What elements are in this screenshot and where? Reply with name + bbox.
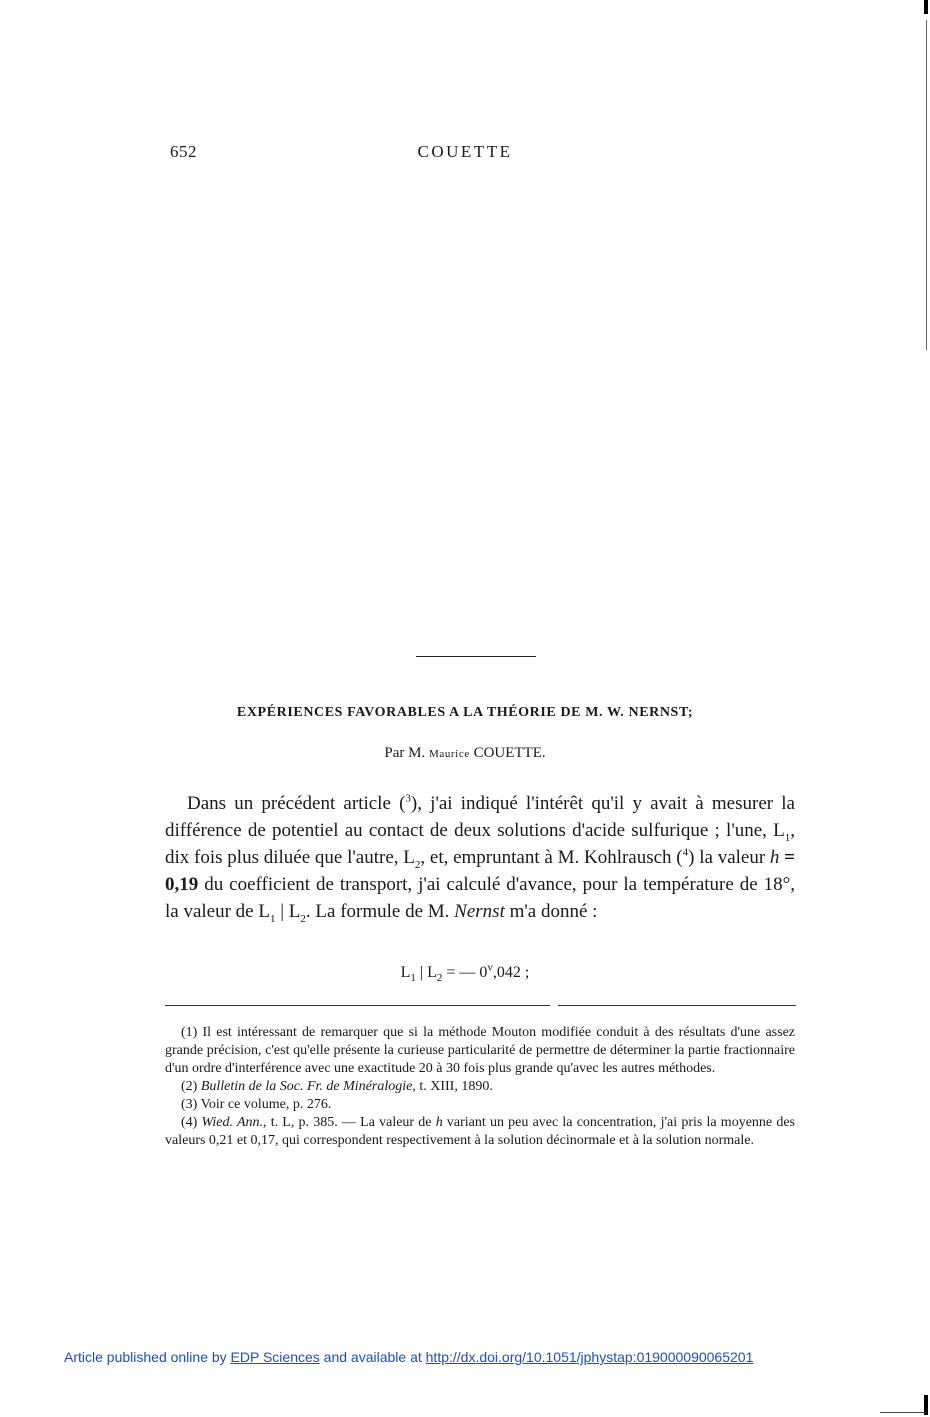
footnote-4 (165, 1114, 795, 1150)
publication-middle: and available at (319, 1349, 426, 1365)
footnote-3 (165, 1096, 795, 1114)
equation (0, 961, 930, 985)
footnote-mark: (2) (181, 1079, 198, 1094)
body-span: , dix fois plus diluée que l'autre, L (165, 820, 795, 868)
body-span: | L (275, 901, 301, 922)
footnote-citation: Wied. Ann. (197, 1115, 264, 1130)
equation-part: | L (415, 964, 437, 981)
subscript: 1 (269, 912, 276, 925)
scan-edge-mark (924, 0, 928, 14)
footnote-rule (558, 1005, 796, 1006)
byline-prefix: Par M. (384, 745, 429, 761)
footnote-text: Voir ce volume, p. 276. (197, 1097, 332, 1112)
byline (0, 745, 930, 762)
byline-firstname: Maurice (428, 748, 470, 760)
footnote-ref-4[interactable]: 4 (682, 846, 689, 859)
math-variable-h: h (435, 1115, 443, 1130)
footnote-text: , t. L, p. 385. — La valeur de (263, 1115, 436, 1130)
body-text (165, 790, 795, 925)
body-paragraph (165, 790, 795, 925)
publication-notice (64, 1349, 753, 1365)
publication-prefix: Article published online by (64, 1349, 231, 1365)
scan-edge-mark (926, 20, 927, 350)
page-number: 652 (170, 142, 197, 161)
doi-link[interactable]: http://dx.doi.org/10.1051/jphystap:019000090065201 (425, 1349, 754, 1365)
equation-part: ,042 ; (492, 964, 530, 981)
math-value: = 0,19 (165, 847, 796, 895)
footnote-text: variant un peu avec la concentration, j'ai pris la moyenne des valeurs 0,21 et 0,17, qui correspondent respectivement à la solution décinormale et à la solution normale. (165, 1115, 795, 1148)
scan-edge-mark (880, 1412, 926, 1413)
body-span: ) la valeur (688, 847, 770, 868)
footnote-mark: (4) (181, 1115, 198, 1130)
author-name-italic: Nernst (454, 901, 505, 922)
footnote-2 (165, 1078, 795, 1096)
footnote-text: Il est intéressant de remarquer que si la méthode Mouton modifiée conduit à des résultats d'une assez grande précision, c'est qu'elle présente la curieuse particularité de permettre de déterminer la partie fractionnaire d'un ordre d'interférence avec une exactitude 20 à 30 fois plus grande qu'avec les autres méthodes. (165, 1025, 795, 1076)
superscript: v (487, 961, 493, 974)
footnotes (165, 1024, 795, 1150)
body-span: m'a donné : (504, 901, 598, 922)
subscript: 2 (414, 858, 421, 871)
body-span: , et, empruntant à M. Kohlrausch ( (420, 847, 683, 868)
body-span: du coefficient de transport, j'ai calculé d'avance, pour la température de 18°, la valeur de L (165, 874, 795, 922)
footnote-ref-3[interactable]: 3 (405, 792, 411, 805)
footnote-citation: Bulletin de la Soc. Fr. de Minéralogie (197, 1079, 413, 1094)
footnote-1 (165, 1024, 795, 1078)
footnote-text: , t. XIII, 1890. (412, 1079, 493, 1094)
running-head: COUETTE (417, 142, 513, 161)
body-span: ), j'ai indiqué l'intérêt qu'il y avait à mesurer la différence de potentiel au contact de deux solutions d'acide sulfurique ; l'une, L (165, 793, 795, 841)
body-span: Dans un précédent article ( (187, 793, 406, 814)
publisher-link[interactable]: EDP Sciences (230, 1349, 320, 1365)
math-variable-h: h (769, 847, 780, 868)
byline-surname: COUETTE. (469, 745, 546, 761)
footnote-mark: (1) (181, 1025, 198, 1040)
equation-part: = — 0 (442, 964, 488, 981)
article-title: EXPÉRIENCES FAVORABLES A LA THÉORIE DE M. W. NERNST; (236, 705, 694, 720)
equation-part: L (400, 964, 411, 981)
subscript: 2 (300, 912, 306, 925)
footnote-rule (165, 1005, 550, 1006)
footnote-mark: (3) (181, 1097, 198, 1112)
subscript: 2 (436, 972, 443, 985)
subscript: 1 (410, 972, 416, 985)
subscript: 1 (784, 831, 791, 844)
body-span: . La formule de M. (305, 901, 455, 922)
title-separator-rule (416, 656, 536, 657)
